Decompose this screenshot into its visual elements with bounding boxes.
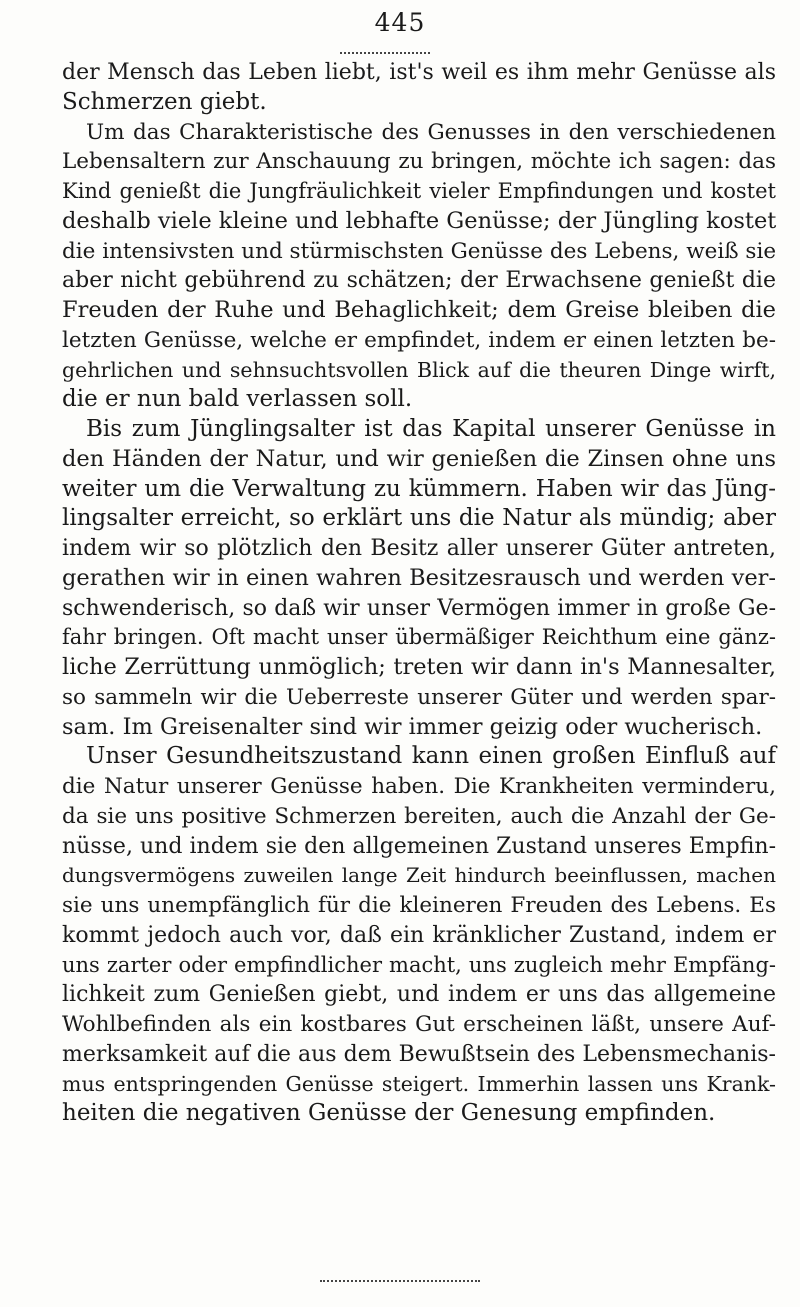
page-number: 445 (374, 8, 426, 37)
text-line: Unser Gesundheitszustand kann einen großen Einfluß auf (86, 743, 776, 770)
text-line: die er nun bald verlassen soll. (62, 386, 413, 413)
text-line: Schmerzen giebt. (62, 88, 267, 115)
text-line: weiter um die Verwaltung zu kümmern. Haben wir das Jüng- (62, 475, 776, 502)
text-line: da sie uns positive Schmerzen bereiten, auch die Anzahl der Ge- (62, 803, 776, 829)
text-line: die intensivsten und stürmischsten Genüsse des Lebens, weiß sie (62, 238, 777, 264)
text-line: kommt jedoch auch vor, daß ein kränklicher Zustand, indem er (62, 922, 776, 948)
text-line: gerathen wir in einen wahren Besitzesrausch und werden ver- (62, 564, 776, 591)
text-line: aber nicht gebührend zu schätzen; der Erwachsene genießt die (62, 268, 776, 294)
text-line: lichkeit zum Genießen giebt, und indem er uns das allgemeine (62, 982, 776, 1008)
text-line: heiten die negativen Genüsse der Genesung empfinden. (62, 1100, 716, 1127)
text-line: uns zarter oder empfindlicher macht, uns zugleich mehr Empfäng- (62, 952, 776, 977)
text-line: lingsalter erreicht, so erklärt uns die Natur als mündig; aber (62, 505, 776, 532)
text-line: Um das Charakteristische des Genusses in den verschiedenen (86, 119, 776, 145)
text-line: letzten Genüsse, welche er empfindet, indem er einen letzten be- (62, 327, 776, 353)
end-ornament-rule (320, 1280, 480, 1282)
text-line: dungsvermögens zuweilen lange Zeit hindurch beeinflussen, machen (62, 863, 776, 888)
body-text (62, 58, 776, 1129)
text-line: sie uns unempfänglich für die kleineren Freuden des Lebens. Es (62, 893, 776, 918)
text-line: Bis zum Jünglingsalter ist das Kapital unserer Genüsse in (86, 416, 776, 442)
text-line: den Händen der Natur, und wir genießen die Zinsen ohne uns (62, 445, 776, 472)
text-line: Lebensaltern zur Anschauung zu bringen, möchte ich sagen: das (62, 149, 776, 175)
text-line: mus entspringenden Genüsse steigert. Immerhin lassen uns Krank- (62, 1071, 776, 1096)
text-line: liche Zerrüttung unmöglich; treten wir dann in's Mannesalter, (62, 654, 776, 680)
text-line: gehrlichen und sehnsuchtsvollen Blick auf die theuren Dinge wirft, (62, 357, 776, 382)
page-number-underline (340, 52, 430, 54)
text-line: Kind genießt die Jungfräulichkeit vieler Empfindungen und kostet (62, 179, 776, 203)
text-line: fahr bringen. Oft macht unser übermäßiger Reichthum eine gänz- (62, 625, 776, 650)
text-line: Freuden der Ruhe und Behaglichkeit; dem Greise bleiben die (62, 297, 776, 323)
text-line: indem wir so plötzlich den Besitz aller unserer Güter antreten, (62, 536, 776, 561)
text-line: der Mensch das Leben liebt, ist's weil es ihm mehr Genüsse als (62, 60, 776, 85)
text-line: nüsse, und indem sie den allgemeinen Zustand unseres Empfin- (62, 833, 776, 859)
text-line: deshalb viele kleine und lebhafte Genüsse; der Jüngling kostet (62, 207, 777, 234)
text-line: merksamkeit auf die aus dem Bewußtsein des Lebensmechanis- (62, 1041, 776, 1067)
text-line: die Natur unserer Genüsse haben. Die Krankheiten verminderu, (62, 774, 776, 799)
text-line: so sammeln wir die Ueberreste unserer Güter und werden spar- (62, 684, 776, 710)
text-line: schwenderisch, so daß wir unser Vermögen immer in große Ge- (62, 595, 776, 621)
text-line: Wohlbefinden als ein kostbares Gut erscheinen läßt, unsere Auf- (62, 1012, 776, 1037)
text-line: sam. Im Greisenalter sind wir immer geizig oder wucherisch. (62, 713, 763, 740)
